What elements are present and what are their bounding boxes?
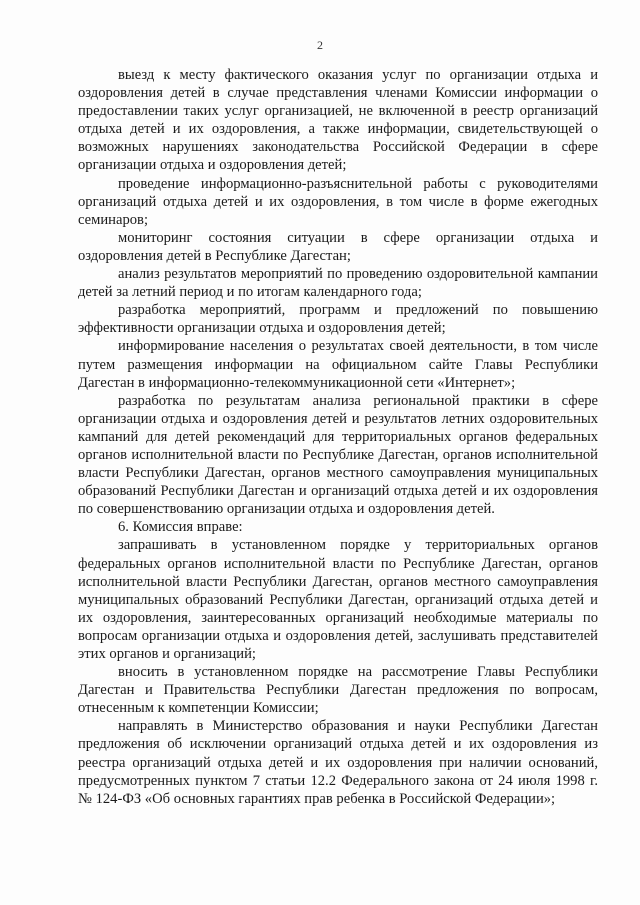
paragraph-development: разработка мероприятий, программ и предложений по повышению эффективности организации отдыха и оздоровления детей; — [78, 302, 598, 337]
paragraph-submit-proposals: вносить в установленном порядке на рассмотрение Главы Республики Дагестан и Правительства Республики Дагестан предложения по вопросам, отнесенным к компетенции Комиссии; — [78, 664, 598, 717]
paragraph-outreach-work: проведение информационно-разъяснительной работы с руководителями организаций отдыха детей и их оздоровления, в том числе в форме ежегодных семинаров; — [78, 175, 598, 228]
section-heading-commission-rights: 6. Комиссия вправе: — [118, 519, 243, 536]
paragraph-recommendations: разработка по результатам анализа региональной практики в сфере организации отдыха и оздоровления детей и результатов летних оздоровительных кампаний для детей рекомендаций для территориальных органов федеральных органов исполнительной власти по Республике Дагестан, органов исполнительной власти Республики Дагестан, органов местного самоуправления муниципальных образований Республики Дагестан и организаций отдыха детей и их оздоровления по совершенствованию организации отдыха и оздоровления детей. — [78, 392, 598, 518]
paragraph-request-materials: запрашивать в установленном порядке у территориальных органов федеральных органов исполнительной власти по Республике Дагестан, органов исполнительной власти Республики Дагестан, органов местного самоуправления муниципальных образований Республики Дагестан, организаций отдыха детей и их оздоровления, заинтересованных организаций необходимые материалы по вопросам организации отдыха и оздоровления детей, заслушивать представителей этих органов и организаций; — [78, 537, 598, 662]
paragraph-analysis: анализ результатов мероприятий по проведению оздоровительной кампании детей за летний период и по итогам календарного года; — [78, 266, 598, 301]
page-number: 2 — [317, 38, 323, 52]
paragraph-informing: информирование населения о результатах своей деятельности, в том числе путем размещения информации на официальном сайте Главы Республики Дагестан в информационно-телекоммуникационной сети «Интернет»; — [78, 338, 598, 391]
document-body — [78, 66, 598, 808]
paragraph-registry-exclusion: направлять в Министерство образования и науки Республики Дагестан предложения об исключении организаций отдыха детей и их оздоровления из реестра организаций отдыха детей и их оздоровления при наличии оснований, предусмотренных пунктом 7 статьи 12.2 Федерального закона от 24 июля 1998 г. № 124-ФЗ «Об основных гарантиях прав ребенка в Российской Федерации»; — [78, 718, 598, 807]
paragraph-site-visit: выезд к месту фактического оказания услуг по организации отдыха и оздоровления детей в случае представления членами Комиссии информации о предоставлении таких услуг организацией, не включенной в реестр организаций отдыха детей и их оздоровления, а также информации, свидетельствующей о возможных нарушениях законодательства Российской Федерации в сфере организации отдыха и оздоровления детей; — [78, 67, 598, 174]
paragraph-monitoring: мониторинг состояния ситуации в сфере организации отдыха и оздоровления детей в Республике Дагестан; — [78, 229, 598, 264]
